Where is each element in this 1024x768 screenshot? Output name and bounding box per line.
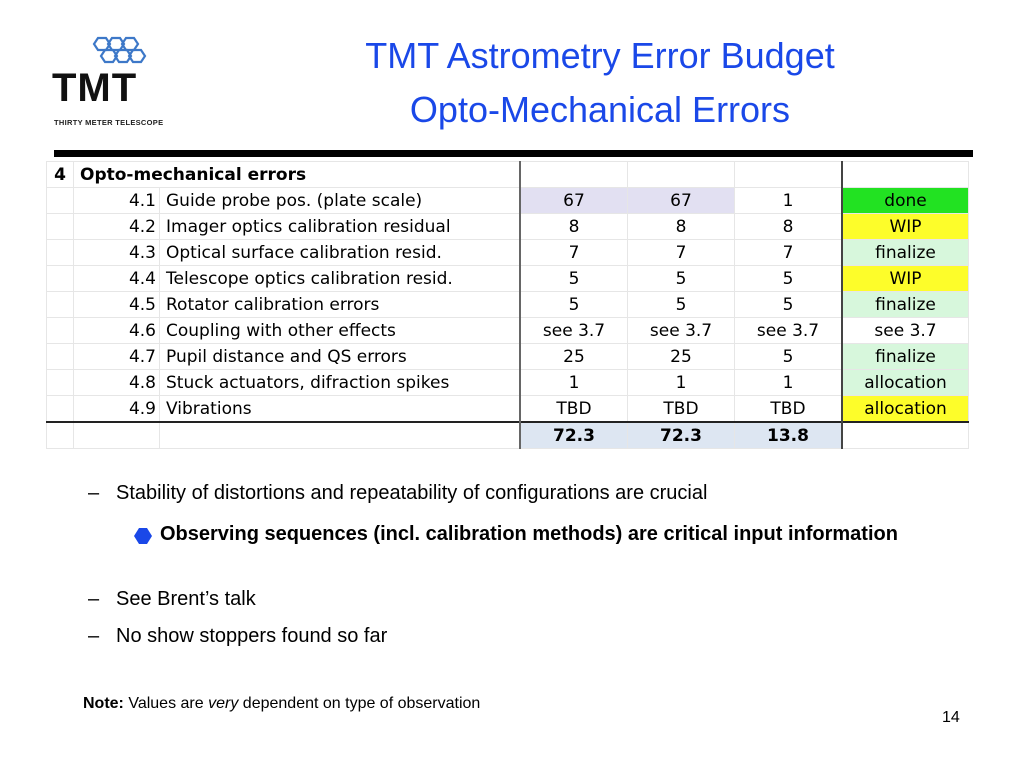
row-value-3: see 3.7	[735, 318, 843, 344]
row-value-3: 5	[735, 344, 843, 370]
title-divider	[54, 150, 973, 157]
table-row	[47, 370, 969, 396]
row-value-1: 25	[520, 344, 628, 370]
bullet-dash: –	[88, 588, 100, 610]
row-value-3: 1	[735, 188, 843, 214]
row-value-2: 25	[628, 344, 735, 370]
total-value-1: 72.3	[520, 422, 628, 449]
row-label: Pupil distance and QS errors	[160, 344, 521, 370]
bullet-no-show-stoppers: No show stoppers found so far	[116, 625, 388, 647]
row-value-3: TBD	[735, 396, 843, 423]
row-label: Vibrations	[160, 396, 521, 423]
row-value-3: 5	[735, 292, 843, 318]
header-cell-2	[628, 162, 735, 188]
bullet-dash: –	[88, 482, 100, 504]
row-value-2: 1	[628, 370, 735, 396]
row-value-1: see 3.7	[520, 318, 628, 344]
row-status: finalize	[842, 344, 969, 370]
row-id: 4.3	[74, 240, 160, 266]
row-value-1: TBD	[520, 396, 628, 423]
total-value-3: 13.8	[735, 422, 843, 449]
row-status: WIP	[842, 214, 969, 240]
row-value-3: 5	[735, 266, 843, 292]
section-number: 4	[47, 162, 74, 188]
row-status: see 3.7	[842, 318, 969, 344]
total-spacer	[47, 422, 74, 449]
row-id: 4.2	[74, 214, 160, 240]
header-cell-3	[735, 162, 843, 188]
row-status: done	[842, 188, 969, 214]
slide-title: TMT Astrometry Error Budget	[365, 35, 835, 76]
bullet-stability: Stability of distortions and repeatability of configurations are crucial	[116, 482, 708, 504]
row-label: Rotator calibration errors	[160, 292, 521, 318]
bullet-brents-talk: See Brent’s talk	[116, 588, 256, 610]
hexagon-mirror-icon	[90, 36, 160, 66]
error-budget-table	[46, 161, 969, 449]
table-row	[47, 266, 969, 292]
total-spacer	[160, 422, 521, 449]
row-value-1: 8	[520, 214, 628, 240]
note-emphasis: very	[208, 695, 239, 712]
row-value-1: 67	[520, 188, 628, 214]
row-value-2: 8	[628, 214, 735, 240]
bullet-observing-sequences: Observing sequences (incl. calibration methods) are critical input information	[160, 523, 898, 545]
row-value-2: 5	[628, 292, 735, 318]
row-id: 4.1	[74, 188, 160, 214]
row-status: finalize	[842, 240, 969, 266]
row-label: Imager optics calibration residual	[160, 214, 521, 240]
total-status-blank	[842, 422, 969, 449]
row-value-2: 67	[628, 188, 735, 214]
header-cell-1	[520, 162, 628, 188]
row-value-1: 5	[520, 292, 628, 318]
hexagon-bullet-icon	[134, 528, 152, 544]
table-row	[47, 188, 969, 214]
row-spacer	[47, 318, 74, 344]
row-value-1: 7	[520, 240, 628, 266]
row-id: 4.5	[74, 292, 160, 318]
section-label: Opto-mechanical errors	[74, 162, 521, 188]
row-spacer	[47, 240, 74, 266]
note-text-post: dependent on type of observation	[242, 695, 481, 712]
row-spacer	[47, 266, 74, 292]
row-id: 4.6	[74, 318, 160, 344]
logo-subtitle: THIRTY METER TELESCOPE	[54, 118, 164, 127]
row-label: Optical surface calibration resid.	[160, 240, 521, 266]
row-value-3: 7	[735, 240, 843, 266]
row-status: allocation	[842, 396, 969, 423]
totals-row	[47, 422, 969, 449]
row-status: WIP	[842, 266, 969, 292]
note-text-pre: Values are	[128, 695, 204, 712]
row-value-2: 5	[628, 266, 735, 292]
bullet-dash: –	[88, 625, 100, 647]
row-value-1: 5	[520, 266, 628, 292]
row-status: allocation	[842, 370, 969, 396]
row-label: Telescope optics calibration resid.	[160, 266, 521, 292]
row-value-2: TBD	[628, 396, 735, 423]
tmt-logo	[52, 36, 192, 136]
note-label: Note:	[83, 695, 124, 712]
row-id: 4.8	[74, 370, 160, 396]
section-header-row	[47, 162, 969, 188]
note	[83, 695, 480, 713]
row-spacer	[47, 292, 74, 318]
row-value-1: 1	[520, 370, 628, 396]
table-row	[47, 344, 969, 370]
row-value-3: 8	[735, 214, 843, 240]
table-row	[47, 292, 969, 318]
row-spacer	[47, 344, 74, 370]
row-spacer	[47, 214, 74, 240]
row-label: Guide probe pos. (plate scale)	[160, 188, 521, 214]
table-row	[47, 396, 969, 423]
row-spacer	[47, 370, 74, 396]
row-value-2: 7	[628, 240, 735, 266]
row-spacer	[47, 188, 74, 214]
row-label: Stuck actuators, difraction spikes	[160, 370, 521, 396]
page-number: 14	[942, 709, 960, 726]
table-row	[47, 240, 969, 266]
row-id: 4.9	[74, 396, 160, 423]
logo-wordmark: TMT	[52, 66, 138, 110]
row-spacer	[47, 396, 74, 423]
table-row	[47, 214, 969, 240]
row-label: Coupling with other effects	[160, 318, 521, 344]
row-value-2: see 3.7	[628, 318, 735, 344]
row-status: finalize	[842, 292, 969, 318]
total-value-2: 72.3	[628, 422, 735, 449]
row-value-3: 1	[735, 370, 843, 396]
header-cell-status	[842, 162, 969, 188]
row-id: 4.7	[74, 344, 160, 370]
total-spacer	[74, 422, 160, 449]
table-row	[47, 318, 969, 344]
slide-subtitle: Opto-Mechanical Errors	[409, 89, 791, 130]
row-id: 4.4	[74, 266, 160, 292]
